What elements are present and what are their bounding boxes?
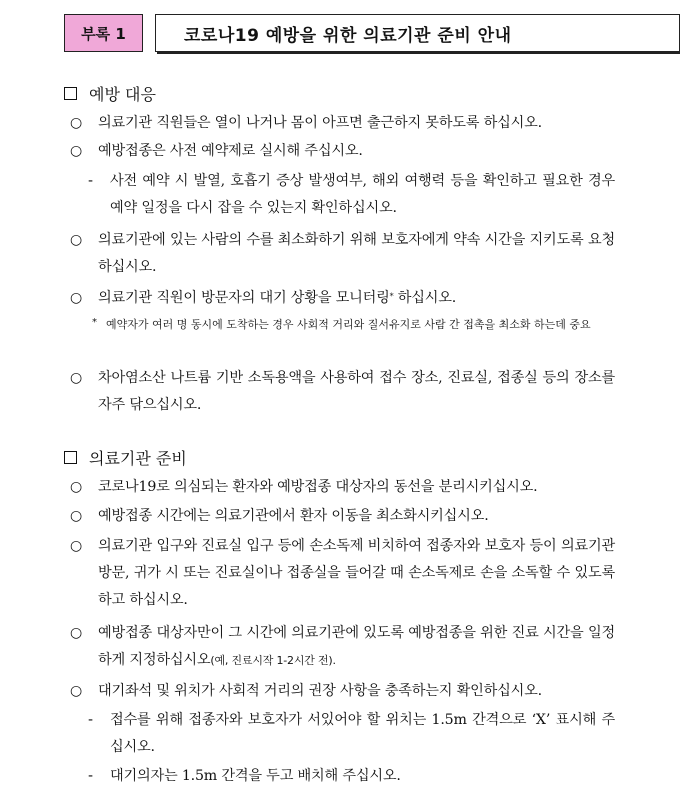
footnote-text: 예약자가 여러 명 동시에 도착하는 경우 사회적 거리와 질서유지로 사람 간 접촉을 최소화 하는데 중요 — [106, 318, 591, 331]
list-item-note: (예, 진료시작 1-2시간 전). — [210, 654, 336, 667]
page-title: 코로나19 예방을 위한 의료기관 준비 안내 — [155, 14, 680, 52]
section-heading-prevention — [64, 82, 156, 105]
circle-bullet-icon: ○ — [70, 290, 83, 306]
appendix-badge: 부록 1 — [64, 14, 143, 52]
circle-bullet-icon: ○ — [70, 538, 83, 554]
sub-list-item — [88, 168, 615, 222]
footnote — [92, 314, 616, 336]
list-item-text: 의료기관 직원들은 열이 나거나 몸이 아프면 출근하지 못하도록 하십시오. — [98, 115, 542, 131]
circle-bullet-icon: ○ — [70, 625, 83, 641]
list-item — [70, 678, 615, 705]
list-item — [70, 503, 615, 530]
list-item-text: 대기좌석 및 위치가 사회적 거리의 권장 사항을 충족하는지 확인하십시오. — [98, 683, 542, 699]
list-item — [70, 227, 615, 281]
dash-bullet-icon: - — [88, 173, 93, 189]
sub-list-item-text: 대기의자는 1.5m 간격을 두고 배치해 주십시오. — [110, 768, 401, 784]
section-heading-preparation — [64, 446, 187, 469]
list-item — [70, 620, 615, 674]
section-heading-text: 예방 대응 — [89, 85, 156, 104]
dash-bullet-icon: - — [88, 712, 93, 728]
sub-list-item-text: 접수를 위해 접종자와 보호자가 서있어야 할 위치는 1.5m 간격으로 ‘X’ 표시해 주십시오. — [110, 712, 615, 755]
footnote-marker: * — [389, 292, 394, 301]
circle-bullet-icon: ○ — [70, 370, 83, 386]
list-item-text: 차아염소산 나트륨 기반 소독용액을 사용하여 접수 장소, 진료실, 접종실 등의 장소를 자주 닦으십시오. — [98, 370, 615, 413]
list-item-text: 코로나19로 의심되는 환자와 예방접종 대상자의 동선을 분리시키십시오. — [98, 479, 538, 495]
list-item-text-end: 하십시오. — [397, 290, 457, 306]
list-item-text: 의료기관 직원이 방문자의 대기 상황을 모니터링 — [98, 290, 390, 306]
circle-bullet-icon: ○ — [70, 479, 83, 495]
list-item — [70, 285, 615, 312]
checkbox-square-icon — [64, 87, 77, 100]
sub-list-item — [88, 707, 615, 761]
circle-bullet-icon: ○ — [70, 143, 83, 159]
list-item-text: 의료기관에 있는 사람의 수를 최소화하기 위해 보호자에게 약속 시간을 지키도록 요청하십시오. — [98, 232, 615, 275]
section-heading-text: 의료기관 준비 — [89, 449, 187, 468]
circle-bullet-icon: ○ — [70, 683, 83, 699]
footnote-star-icon: * — [92, 317, 97, 328]
list-item — [70, 474, 615, 501]
list-item — [70, 110, 615, 137]
list-item — [70, 533, 615, 614]
list-item — [70, 138, 615, 165]
list-item-text: 예방접종 대상자만이 그 시간에 의료기관에 있도록 예방접종을 위한 진료 시간을 일정하게 지정하십시오 — [98, 625, 615, 668]
circle-bullet-icon: ○ — [70, 508, 83, 524]
list-item-text: 예방접종은 사전 예약제로 실시해 주십시오. — [98, 143, 363, 159]
sub-list-item-text: 사전 예약 시 발열, 호흡기 증상 발생여부, 해외 여행력 등을 확인하고 필요한 경우 예약 일정을 다시 잡을 수 있는지 확인하십시오. — [110, 173, 615, 216]
list-item-text: 예방접종 시간에는 의료기관에서 환자 이동을 최소화시키십시오. — [98, 508, 489, 524]
circle-bullet-icon: ○ — [70, 115, 83, 131]
sub-list-item — [88, 763, 615, 790]
circle-bullet-icon: ○ — [70, 232, 83, 248]
dash-bullet-icon: - — [88, 768, 93, 784]
list-item — [70, 365, 615, 419]
checkbox-square-icon — [64, 451, 77, 464]
list-item-text: 의료기관 입구와 진료실 입구 등에 손소독제 비치하여 접종자와 보호자 등이 의료기관 방문, 귀가 시 또는 진료실이나 접종실을 들어갈 때 손소독제로 손을 소독할 수 있도록 하고 하십시오. — [98, 538, 615, 608]
